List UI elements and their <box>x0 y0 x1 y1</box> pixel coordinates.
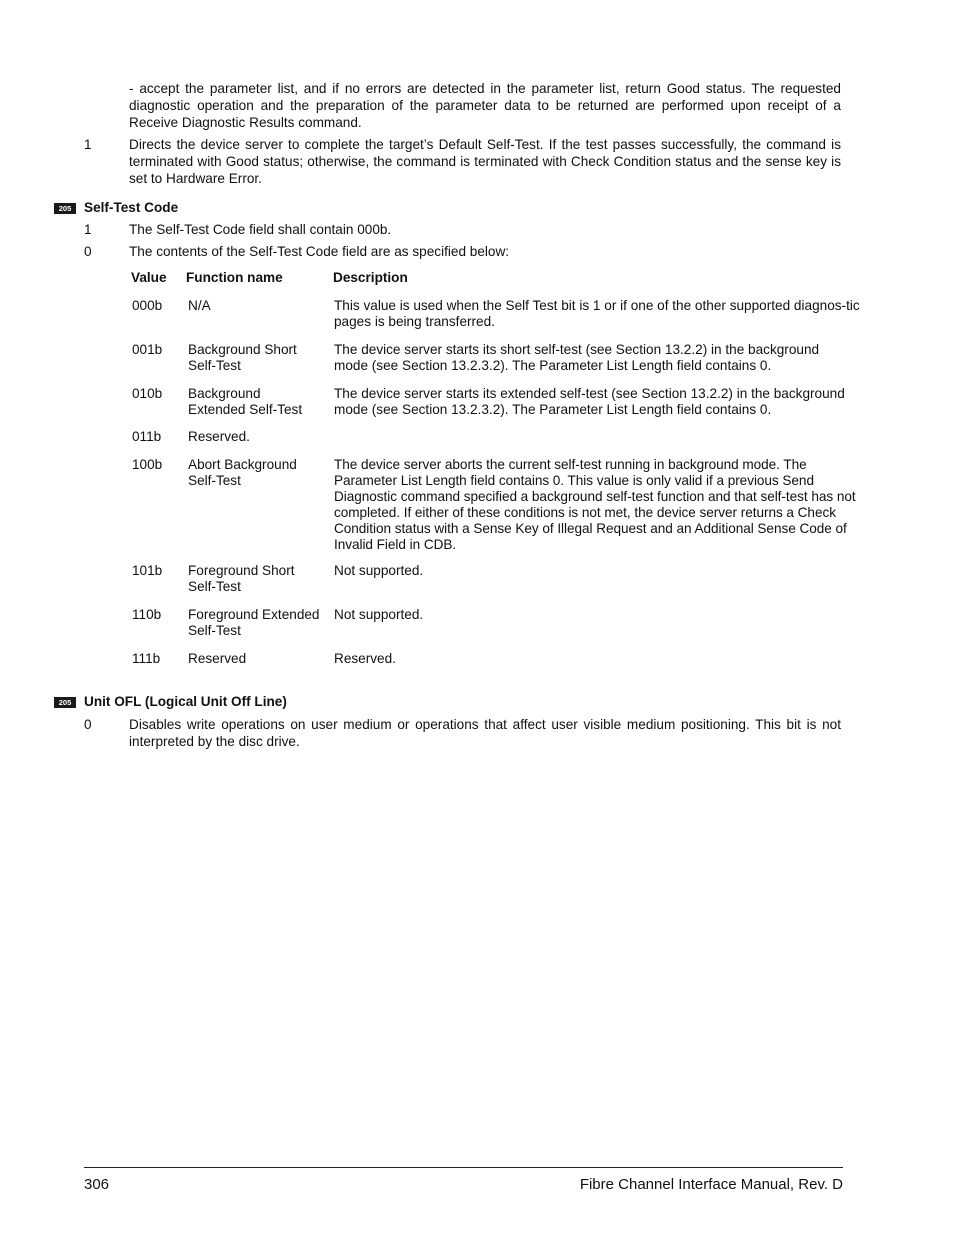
item-text: The contents of the Self-Test Code field are as specified below: <box>129 244 510 259</box>
section-heading: Self-Test Code <box>84 200 179 215</box>
row-function: Abort Background Self-Test <box>188 457 297 488</box>
item-text: The Self-Test Code field shall contain 000b. <box>129 222 392 237</box>
row-value: 001b <box>132 342 163 357</box>
footer-divider <box>84 1167 843 1168</box>
item-number: 1 <box>84 137 92 152</box>
row-function: N/A <box>188 298 211 313</box>
row-function: Foreground Short Self-Test <box>188 563 295 594</box>
row-description: Reserved. <box>334 651 396 666</box>
table-header-value: Value <box>131 270 167 285</box>
row-description: Not supported. <box>334 563 424 578</box>
page-number: 306 <box>84 1176 110 1193</box>
row-description: Not supported. <box>334 607 424 622</box>
item-text: Directs the device server to complete the target’s Default Self-Test. If the test passes successfully, the command is terminated with Good status; otherwise, the command is terminated with Check Condition status and the sense key is set to Hardware Error. <box>129 137 841 186</box>
item-number: 0 <box>84 244 92 259</box>
row-function: Reserved <box>188 651 247 666</box>
row-value: 000b <box>132 298 163 313</box>
item-text: Disables write operations on user medium or operations that affect user visible medium positioning. This bit is not interpreted by the disc drive. <box>129 717 841 749</box>
row-value: 101b <box>132 563 163 578</box>
section-badge: 205 <box>54 697 76 708</box>
row-value: 100b <box>132 457 163 472</box>
row-value: 010b <box>132 386 163 401</box>
dash-paragraph-text: - accept the parameter list, and if no errors are detected in the parameter list, return Good status. The requested diagnostic operation and the preparation of the parameter data to be returned are performed upon receipt of a Receive Diagnostic Results command. <box>129 81 841 130</box>
row-function: Foreground Extended Self-Test <box>188 607 320 638</box>
table-header-description: Description <box>333 270 408 285</box>
section-heading: Unit OFL (Logical Unit Off Line) <box>84 694 287 709</box>
row-description: The device server starts its short self-test (see Section 13.2.2) in the background mode (see Section 13.2.3.2). The Parameter List Length field contains 0. <box>334 342 820 373</box>
row-description: This value is used when the Self Test bit is 1 or if one of the other supported diagnos-tic pages is being transferred. <box>334 298 860 329</box>
row-function: Background Short Self-Test <box>188 342 297 373</box>
row-description: The device server starts its extended self-test (see Section 13.2.2) in the background mode (see Section 13.2.3.2). The Parameter List Length field contains 0. <box>334 386 845 417</box>
item-number: 0 <box>84 717 92 732</box>
row-value: 011b <box>132 429 162 444</box>
row-function: Background Extended Self-Test <box>188 386 303 417</box>
row-value: 111b <box>132 651 161 666</box>
row-function: Reserved. <box>188 429 250 444</box>
section-badge: 205 <box>54 203 76 214</box>
row-value: 110b <box>132 607 162 622</box>
table-header-function: Function name <box>186 270 283 285</box>
row-description: The device server aborts the current self-test running in background mode. The Parameter List Length field contains 0. This value is only valid if a previous Send Diagnostic command specified a background self-test function and that self-test has not completed. If either of these conditions is not met, the device server returns a Check Condition status with a Sense Key of Illegal Request and an Additional Sense Code of Invalid Field in CDB. <box>334 457 856 552</box>
dash-paragraph <box>129 80 841 131</box>
item-number: 1 <box>84 222 92 237</box>
document-title: Fibre Channel Interface Manual, Rev. D <box>579 1176 843 1193</box>
